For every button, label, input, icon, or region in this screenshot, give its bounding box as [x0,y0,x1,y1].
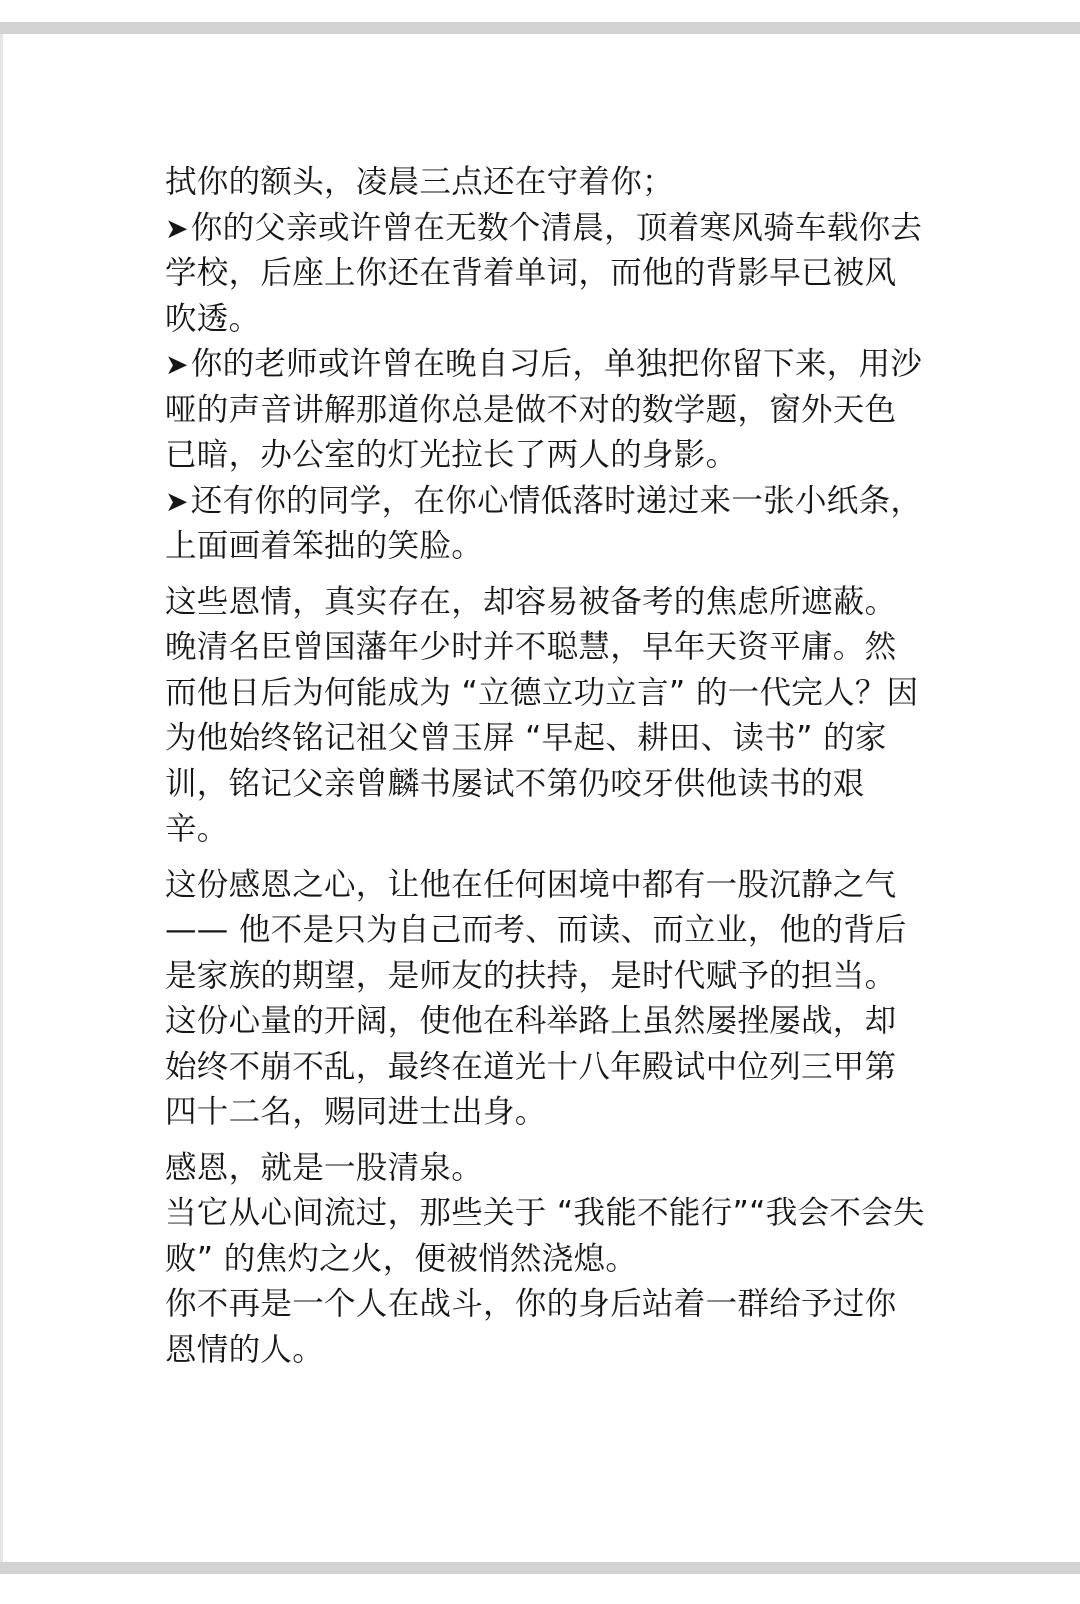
paragraph-clear-spring: 感恩，就是一股清泉。 [165,1149,484,1186]
paragraph-gap [165,853,925,863]
paragraph-zeng-guofan: 这些恩情，真实存在，却容易被备考的焦虑所遮蔽。晚清名臣曾国藩年少时并不聪慧，早年天资平庸。然而他日后为何能成为 “立德立功立言” 的一代完人？因为他始终铭记祖父曾玉屏 “早起、耕田、读书” 的家训，铭记父亲曾麟书屡试不第仍咬牙供他读书的艰辛。 [165,583,919,847]
article-body [165,160,925,1373]
left-page-edge [0,34,3,1562]
paragraph-gap [165,570,925,580]
bullet-father-text: 你的父亲或许曾在无数个清晨，顶着寒风骑车载你去学校，后座上你还在背着单词，而他的背影早已被风吹透。 [165,209,923,337]
paragraph-gap [165,1136,925,1146]
bullet-father [165,206,925,343]
paragraph-opening-fragment: 拭你的额头，凌晨三点还在守着你； [165,164,674,200]
bullet-teacher-text: 你的老师或许曾在晚自习后，单独把你留下来，用沙哑的声音讲解那道你总是做不对的数学题，窗外天色已暗，办公室的灯光拉长了两人的身影。 [165,346,923,473]
top-divider-bar [0,22,1080,34]
arrow-bullet-icon: ➤ [165,211,189,245]
paragraph-not-alone: 你不再是一个人在战斗，你的身后站着一群给予过你恩情的人。 [165,1286,897,1368]
paragraph-anxiety-extinguished: 当它从心间流过，那些关于 “我能不能行”“我会不会失败” 的焦灼之火，便被悄然浇熄。 [165,1195,925,1277]
bullet-classmate [165,479,925,570]
arrow-bullet-icon: ➤ [165,348,189,381]
paragraph-gratitude-heart: 这份感恩之心，让他在任何困境中都有一股沉静之气 —— 他不是只为自己而考、而读、而立业，他的背后是家族的期望，是师友的扶持，是时代赋予的担当。这份心量的开阔，使他在科举路上虽然屡挫屡战，却始终不崩不乱，最终在道光十八年殿试中位列三甲第四十二名，赐同进士出身。 [165,866,907,1130]
arrow-bullet-icon: ➤ [165,484,189,518]
bullet-classmate-text: 还有你的同学，在你心情低落时递过来一张小纸条，上面画着笨拙的笑脸。 [165,482,923,564]
bottom-divider-bar [0,1562,1080,1574]
bullet-teacher [165,342,925,479]
